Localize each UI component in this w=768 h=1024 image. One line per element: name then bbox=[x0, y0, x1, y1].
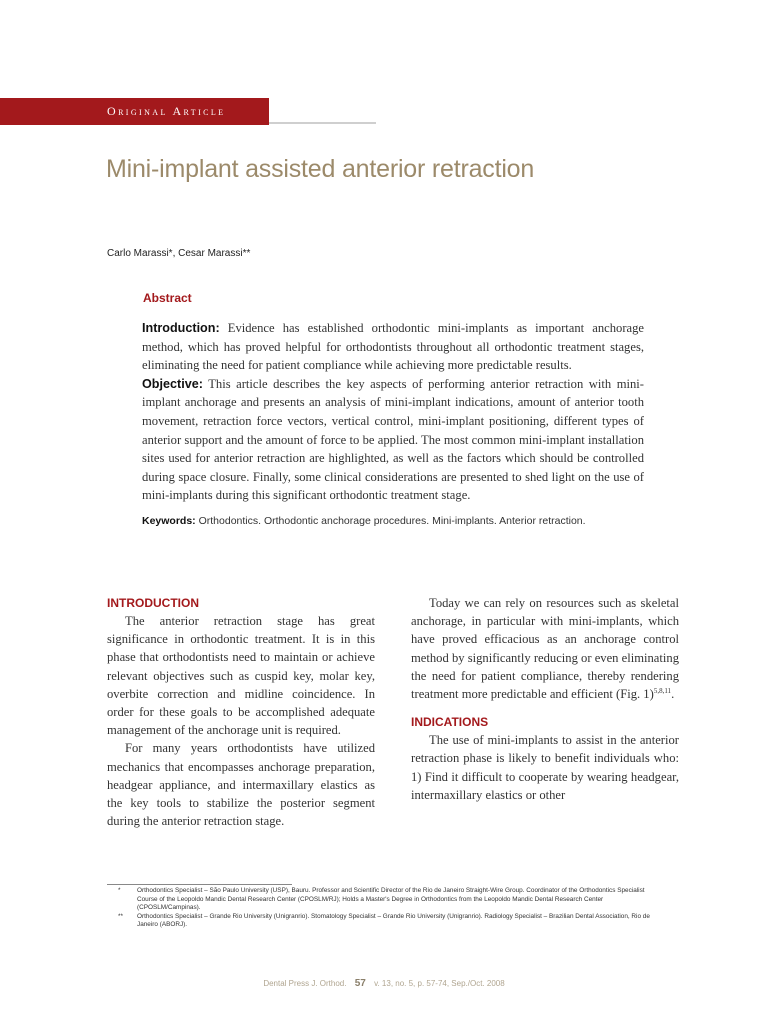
indications-heading: INDICATIONS bbox=[411, 715, 489, 730]
abstract-objective-text: This article describes the key aspects of performing anterior retraction with mini-implant anchorage and presents an analysis of mini-implant indications, amount of anterior tooth movement, retraction force vectors, vertical control, mini-implant positioning, different types of anterior support and the amount of force to be applied. The most common mini-implant installation sites used for anterior retraction are highlighted, as well as the factors which should be controlled during space closure. Finally, some clinical considerations are presented to shed light on the use of mini-implants during this significant orthodontic treatment stage. bbox=[142, 376, 644, 503]
footnote-text: Orthodontics Specialist – Grande Rio University (Unigranrio). Stomatology Specialist – Grande Rio University (Unigranrio). Radiology Specialist – Brazilian Dental Association, Rio de Janeiro (ABORJ). bbox=[137, 912, 650, 928]
indications-paragraph-1: The use of mini-implants to assist in the anterior retraction phase is likely to benefit individuals who: 1) Find it difficult to cooperate by wearing headgear, intermaxillary elastics or other bbox=[411, 733, 679, 802]
footnote-item bbox=[118, 913, 660, 930]
footnote-text: Orthodontics Specialist – São Paulo University (USP), Bauru. Professor and Scientific Director of the Rio de Janeiro Straight-Wire Group. Coordinator of the Orthodontics Specialist Course of the Leopoldo Mandic Dental Research Center (CPOSLM/RJ); Holds a Master's Degree in Orthodontics from the Leopoldo Mandic Dental Research Center (CPOSLM/Campinas). bbox=[137, 887, 645, 911]
abstract-body bbox=[142, 319, 644, 505]
keywords-text: Orthodontics. Orthodontic anchorage procedures. Mini-implants. Anterior retraction. bbox=[195, 515, 586, 527]
journal-name: Dental Press J. Orthod. bbox=[263, 979, 347, 988]
right-column bbox=[411, 594, 679, 804]
page-footer bbox=[0, 978, 768, 989]
keywords-label: Keywords: bbox=[142, 515, 196, 527]
introduction-paragraph-3-end: . bbox=[671, 687, 675, 702]
abstract-heading: Abstract bbox=[143, 291, 192, 305]
section-banner bbox=[0, 98, 269, 125]
introduction-paragraph-1: The anterior retraction stage has great significance in orthodontic treatment. It is in this phase that orthodontists need to maintain or achieve relevant objectives such as cuspid key, molar key, overbite correction and midline coincidence. In order for these goals to be accomplished adequate management of the anchorage unit is required. bbox=[107, 614, 375, 738]
introduction-paragraph-3-text: Today we can rely on resources such as skeletal anchorage, in particular with mini-implants, which have proved efficacious as an anchorage control method by significantly reducing or even eliminating the need for patient compliance, thereby rendering treatment more predictable and efficient (Fig. 1) bbox=[411, 596, 679, 702]
keywords bbox=[142, 515, 586, 527]
introduction-paragraph-3 bbox=[411, 594, 679, 703]
abstract-objective-label: Objective: bbox=[142, 376, 203, 391]
introduction-heading: INTRODUCTION bbox=[107, 596, 199, 610]
abstract-intro-text: Evidence has established orthodontic mini-implants as important anchorage method, which has proved helpful for orthodontists throughout all orthodontic treatment stages, eliminating the need for patient compliance while achieving more predictable results. bbox=[142, 321, 644, 373]
author-list: Carlo Marassi*, Cesar Marassi** bbox=[107, 248, 251, 259]
issue-citation: v. 13, no. 5, p. 57-74, Sep./Oct. 2008 bbox=[374, 979, 505, 988]
left-column bbox=[107, 594, 375, 830]
footnotes bbox=[118, 887, 660, 930]
footnote-item bbox=[118, 887, 660, 913]
citation-refs: 5,8,11 bbox=[653, 686, 672, 695]
article-title: Mini-implant assisted anterior retraction bbox=[106, 155, 535, 183]
section-label: Original Article bbox=[107, 104, 226, 118]
footnote-marker: ** bbox=[118, 912, 123, 920]
abstract-intro-label: Introduction: bbox=[142, 321, 220, 335]
banner-divider bbox=[269, 122, 376, 124]
page-number: 57 bbox=[354, 978, 366, 989]
footnote-marker: * bbox=[118, 887, 121, 894]
introduction-paragraph-2: For many years orthodontists have utilized mechanics that encompasses anchorage preparation, headgear appliance, and intermaxillary elastics as the key tools to stabilize the posterior segment during the anterior retraction stage. bbox=[107, 741, 375, 829]
footnote-divider bbox=[107, 884, 292, 885]
